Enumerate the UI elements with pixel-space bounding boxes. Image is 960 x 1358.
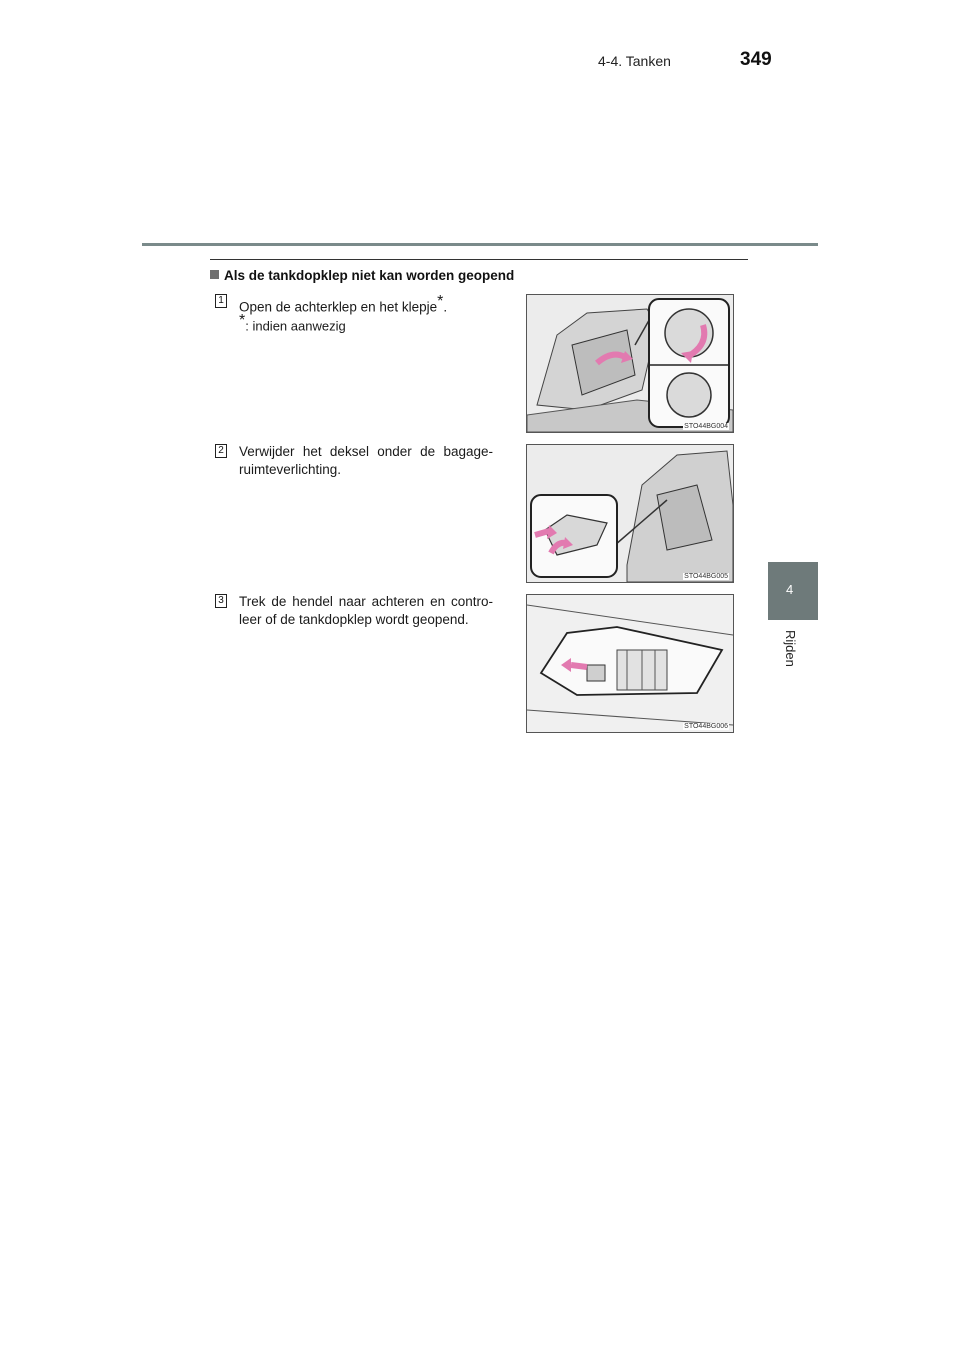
figure-step-2 bbox=[526, 444, 734, 583]
cargo-light-cover-illustration bbox=[527, 445, 733, 582]
page-number: 349 bbox=[740, 49, 772, 70]
step-3-badge: 3 bbox=[215, 594, 227, 608]
footnote: *: indien aanwezig bbox=[239, 312, 346, 334]
figure-step-1 bbox=[526, 294, 734, 433]
step-2-badge: 2 bbox=[215, 444, 227, 458]
section-rule bbox=[210, 259, 748, 260]
section-heading-text: Als de tankdopklep niet kan worden geopend bbox=[224, 268, 515, 283]
trunk-lid-illustration bbox=[527, 295, 733, 432]
square-bullet-icon bbox=[210, 270, 219, 279]
chapter-tab-label: Rijden bbox=[783, 630, 798, 667]
step-2-text: Verwijder het deksel onder de bagage-ruimteverlichting. bbox=[239, 444, 493, 477]
release-lever-illustration bbox=[527, 595, 733, 732]
figure-code: STO44BG005 bbox=[684, 573, 728, 580]
section-heading bbox=[210, 268, 514, 283]
asterisk-marker: * bbox=[437, 293, 444, 310]
step-1-text: Open de achterklep en het klepje*. bbox=[239, 293, 448, 315]
step-1-badge: 1 bbox=[215, 294, 227, 308]
figure-step-3 bbox=[526, 594, 734, 733]
chapter-tab-number: 4 bbox=[786, 582, 794, 597]
running-header-section: 4-4. Tanken bbox=[598, 53, 671, 69]
step-3-text: Trek de hendel naar achteren en contro-leer of de tankdopklep wordt geopend. bbox=[239, 594, 493, 627]
figure-code: STO44BG006 bbox=[684, 723, 728, 730]
figure-code: STO44BG004 bbox=[684, 423, 728, 430]
header-rule bbox=[142, 243, 818, 246]
